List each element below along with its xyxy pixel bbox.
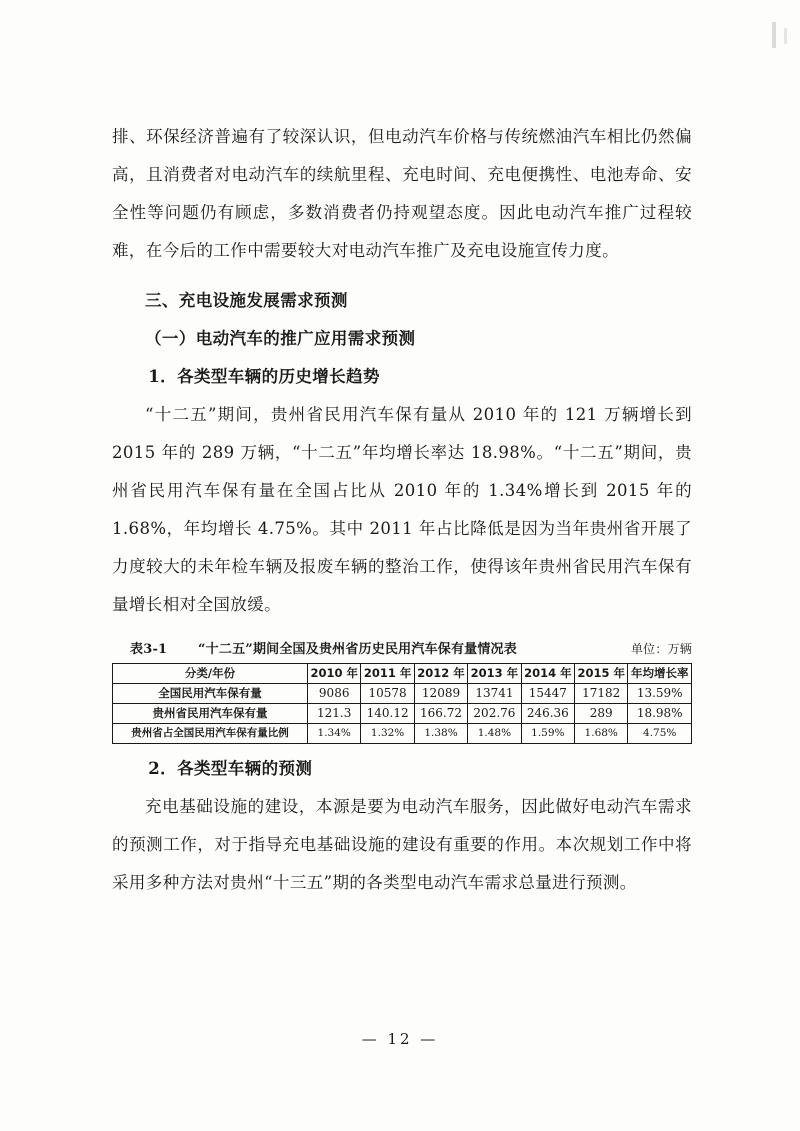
paragraph-history-growth: “十二五”期间，贵州省民用汽车保有量从 2010 年的 121 万辆增长到 2015 年的 289 万辆，“十二五”年均增长率达 18.98%。“十二五”期间，贵州省民用汽车保有量在全国占比从 2010 年的 1.34%增长到 2015 年的 1.68%，年均增长 4.75%。其中 2011 年占比降低是因为当年贵州省开展了力度较大的未年检车辆及报废车辆的整治工作，使得该年贵州省民用汽车保有量增长相对全国放缓。 (112, 405, 692, 614)
column-header-2010: 2010 年 (308, 664, 361, 684)
cell-national-2011: 10578 (361, 684, 414, 704)
column-header-2013: 2013 年 (468, 664, 521, 684)
cell-ratio-2011: 1.32% (361, 724, 414, 744)
table-body (113, 684, 692, 744)
list-item-1: 1．各类型车辆的历史增长趋势 (148, 367, 380, 386)
column-header-2014: 2014 年 (521, 664, 574, 684)
cell-national-2015: 17182 (575, 684, 628, 704)
column-header-2015: 2015 年 (575, 664, 628, 684)
spacer (112, 270, 692, 282)
page-content (112, 118, 692, 902)
table-header (113, 664, 692, 684)
row-label-national: 全国民用汽车保有量 (113, 684, 308, 704)
cell-guizhou-2014: 246.36 (521, 704, 574, 724)
vehicle-ownership-table (112, 663, 692, 744)
scan-artifact-icon (772, 22, 776, 48)
table-number: 表3-1 (130, 642, 168, 657)
cell-ratio-2014: 1.59% (521, 724, 574, 744)
cell-ratio-2015: 1.68% (575, 724, 628, 744)
cell-ratio-2010: 1.34% (308, 724, 361, 744)
table-title: “十二五”期间全国及贵州省历史民用汽车保有量情况表 (198, 642, 517, 657)
cell-national-2014: 15447 (521, 684, 574, 704)
column-header-2011: 2011 年 (361, 664, 414, 684)
cell-guizhou-2010: 121.3 (308, 704, 361, 724)
section-heading: 三、充电设施发展需求预测 (145, 291, 348, 310)
column-header-category: 分类/年份 (113, 664, 308, 684)
cell-ratio-2012: 1.38% (414, 724, 467, 744)
cell-guizhou-2015: 289 (575, 704, 628, 724)
scan-artifact-secondary-icon (784, 28, 787, 44)
paragraph-forecast: 充电基础设施的建设，本源是要为电动汽车服务，因此做好电动汽车需求的预测工作，对于指导充电基础设施的建设有重要的作用。本次规划工作中将采用多种方法对贵州“十三五”期的各类型电动汽车需求总量进行预测。 (112, 797, 692, 892)
paragraph-continuation: 排、环保经济普遍有了较深认识，但电动汽车价格与传统燃油汽车相比仍然偏高，且消费者对电动汽车的续航里程、充电时间、充电便携性、电池寿命、安全性等问题仍有顾虑，多数消费者仍持观望态度。因此电动汽车推广过程较难，在今后的工作中需要较大对电动汽车推广及充电设施宣传力度。 (112, 127, 692, 260)
list-item-2: 2．各类型车辆的预测 (148, 759, 313, 778)
table-row (113, 724, 692, 744)
cell-guizhou-growth: 18.98% (628, 704, 692, 724)
row-label-guizhou: 贵州省民用汽车保有量 (113, 704, 308, 724)
cell-national-2012: 12089 (414, 684, 467, 704)
cell-ratio-growth: 4.75% (628, 724, 692, 744)
cell-national-2010: 9086 (308, 684, 361, 704)
cell-guizhou-2012: 166.72 (414, 704, 467, 724)
table-header-row (113, 664, 692, 684)
sub-heading: （一）电动汽车的推广应用需求预测 (145, 329, 416, 348)
cell-guizhou-2013: 202.76 (468, 704, 521, 724)
table-row (113, 704, 692, 724)
column-header-growth-rate: 年均增长率 (628, 664, 692, 684)
page-number: — 12 — (361, 1030, 439, 1048)
cell-national-growth: 13.59% (628, 684, 692, 704)
cell-national-2013: 13741 (468, 684, 521, 704)
table-unit: 单位：万辆 (630, 642, 692, 656)
column-header-2012: 2012 年 (414, 664, 467, 684)
row-label-ratio: 贵州省占全国民用汽车保有量比例 (113, 724, 308, 744)
table-row (113, 684, 692, 704)
table-caption (112, 638, 692, 657)
cell-ratio-2013: 1.48% (468, 724, 521, 744)
cell-guizhou-2011: 140.12 (361, 704, 414, 724)
